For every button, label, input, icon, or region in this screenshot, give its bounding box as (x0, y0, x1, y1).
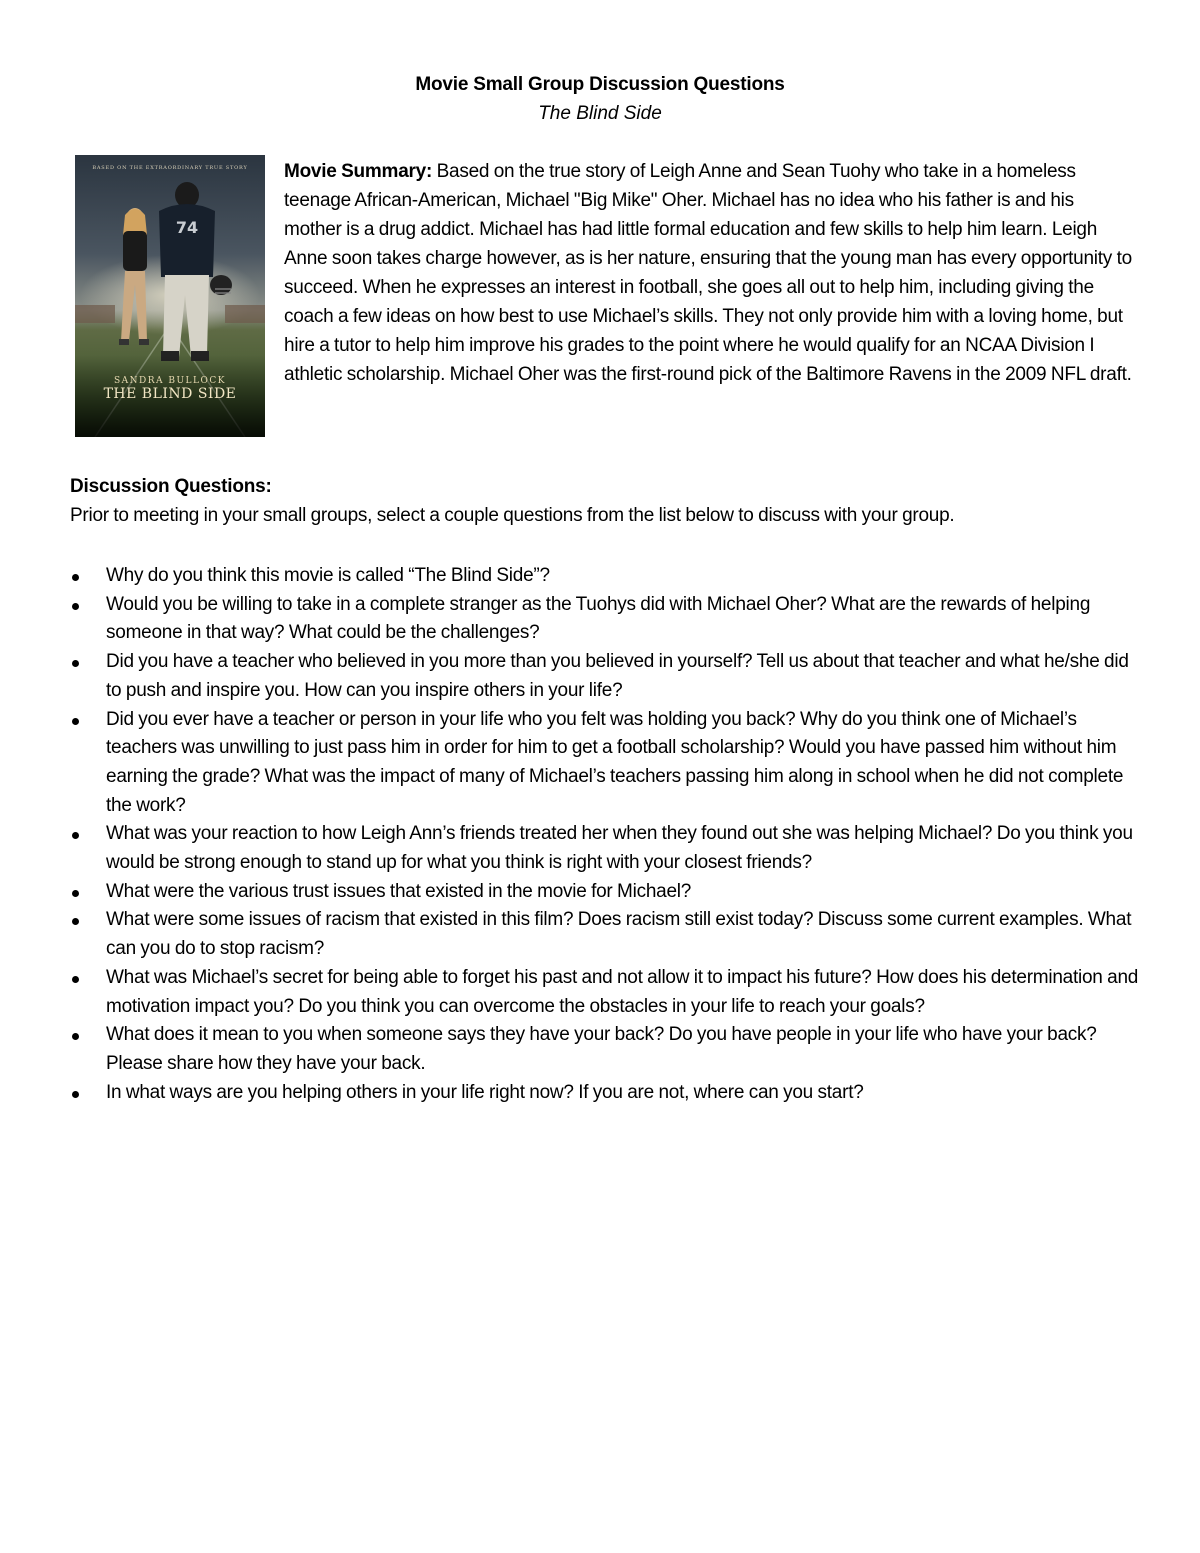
question-list (70, 562, 1140, 1107)
bullet-icon (72, 574, 79, 581)
movie-poster-image (75, 155, 265, 437)
bullet-icon (72, 918, 79, 925)
list-item (70, 648, 1140, 705)
list-item (70, 562, 1140, 591)
question-text: Did you ever have a teacher or person in your life who you felt was holding you back? Why do you think one of Michael’s teachers was unwilling to just pass him in order for him to get a football scholarship? Would you have passed him without him earning the grade? What was the impact of many of Michael’s teachers passing him along in school when he did not complete the work? (106, 708, 1124, 816)
question-text: What does it mean to you when someone says they have your back? Do you have people in your life who have your back? Please share how they have your back. (106, 1024, 1097, 1074)
summary-text: Based on the true story of Leigh Anne and Sean Tuohy who take in a homeless teenage African-American, Michael "Big Mike" Oher. Michael has no idea who his father is and his mother is a drug addict. Michael has had little formal education and few skills to help him learn. Leigh Anne soon takes charge however, as is her nature, ensuring that the young man has every opportunity to succeed. When he expresses an interest in football, she goes all out to help him, including giving the coach a few ideas on how best to use Michael’s skills. They not only provide him with a loving home, but hire a tutor to help him improve his grades to the point where he would qualify for an NCAA Division I athletic scholarship. Michael Oher was the first-round pick of the Baltimore Ravens in the 2009 NFL draft. (284, 161, 1132, 385)
poster-jersey-number: 74 (175, 218, 199, 237)
list-item (70, 1021, 1140, 1078)
list-item (70, 964, 1140, 1021)
list-item (70, 878, 1140, 907)
discussion-intro: Prior to meeting in your small groups, select a couple questions from the list below to discuss with your group. (70, 505, 955, 526)
bullet-icon (72, 976, 79, 983)
poster-actor: SANDRA BULLOCK (113, 376, 227, 386)
bullet-icon (72, 832, 79, 839)
list-item (70, 820, 1140, 877)
question-text: Did you have a teacher who believed in you more than you believed in yourself? Tell us about that teacher and what he/she did to push and inspire you. How can you inspire others in your life? (106, 651, 1129, 701)
poster-tagline: BASED ON THE EXTRAORDINARY TRUE STORY (92, 165, 248, 171)
movie-summary (284, 157, 1134, 389)
question-text: What were the various trust issues that existed in the movie for Michael? (106, 880, 692, 902)
question-text: What was your reaction to how Leigh Ann’s friends treated her when they found out she was helping Michael? Do you think you would be strong enough to stand up for what you think is right with your closest friends? (106, 823, 1133, 874)
bullet-icon (72, 660, 79, 667)
question-text: Would you be willing to take in a complete stranger as the Tuohys did with Michael Oher? What are the rewards of helping someone in that way? What could be the challenges? (106, 593, 1091, 644)
movie-title: The Blind Side (538, 103, 662, 124)
document-title: Movie Small Group Discussion Questions (415, 74, 785, 95)
question-text: What was Michael’s secret for being able to forget his past and not allow it to impact his future? How does his determination and motivation impact you? Do you think you can overcome the obstacles in your life to reach your goals? (106, 966, 1139, 1017)
list-item (70, 1079, 1140, 1108)
bullet-icon (72, 1091, 79, 1098)
poster-film-title: THE BLIND SIDE (103, 386, 237, 402)
summary-label: Movie Summary: (284, 161, 433, 182)
question-text: Why do you think this movie is called “The Blind Side”? (106, 565, 550, 586)
bullet-icon (72, 603, 79, 610)
question-text: In what ways are you helping others in your life right now? If you are not, where can you start? (106, 1081, 864, 1103)
list-item (70, 591, 1140, 648)
list-item (70, 706, 1140, 821)
bullet-icon (72, 1033, 79, 1040)
list-item (70, 906, 1140, 963)
discussion-heading: Discussion Questions: (70, 476, 272, 497)
question-text: What were some issues of racism that existed in this film? Does racism still exist today? Discuss some current examples. What can you do to stop racism? (106, 909, 1132, 960)
bullet-icon (72, 718, 79, 725)
bullet-icon (72, 890, 79, 897)
